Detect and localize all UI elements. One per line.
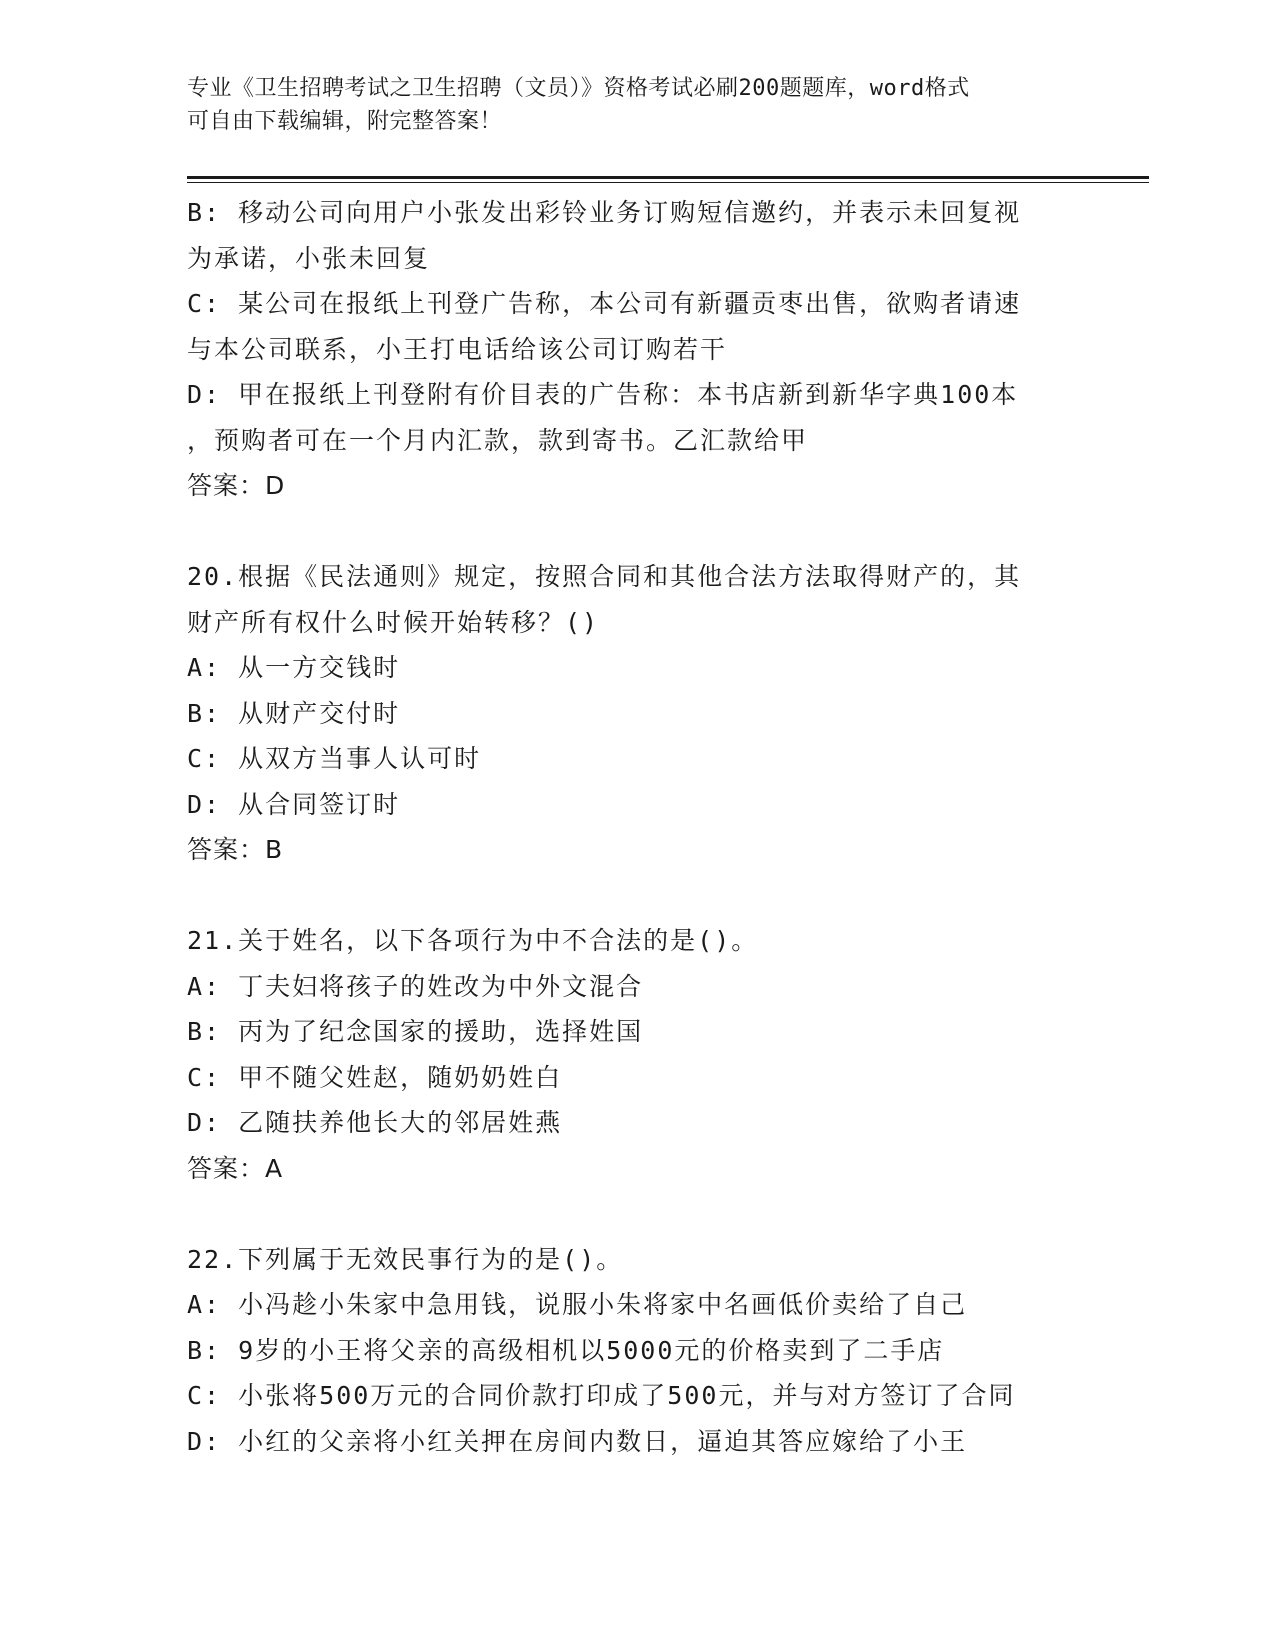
option-d: D: 从合同签订时 — [187, 789, 401, 819]
option-c-line-2: 与本公司联系，小王打电话给该公司订购若干 — [187, 334, 728, 364]
option-c-line-1: C: 某公司在报纸上刊登广告称，本公司有新疆贡枣出售，欲购者请速 — [187, 289, 1022, 318]
question-22 — [187, 1237, 1087, 1465]
option-a: A: 丁夫妇将孩子的姓改为中外文混合 — [187, 971, 644, 1001]
option-a: A: 小冯趁小朱家中急用钱，说服小朱将家中名画低价卖给了自己 — [187, 1290, 968, 1319]
header-title-line-2: 可自由下载编辑，附完整答案！ — [187, 109, 503, 134]
option-b: B: 丙为了纪念国家的援助，选择姓国 — [187, 1017, 644, 1046]
document-header — [187, 72, 1067, 138]
option-b-line-1: B: 移动公司向用户小张发出彩铃业务订购短信邀约，并表示未回复视 — [187, 198, 1022, 227]
option-b-line-2: 为承诺，小张未回复 — [187, 243, 431, 273]
question-19-continued — [187, 190, 1087, 509]
spacer — [187, 509, 1087, 555]
answer-label: 答案：A — [187, 1153, 284, 1183]
answer-label: 答案：B — [187, 835, 284, 864]
answer-label: 答案：D — [187, 471, 286, 500]
option-c: C: 从双方当事人认可时 — [187, 744, 482, 773]
option-d: D: 小红的父亲将小红关押在房间内数日，逼迫其答应嫁给了小王 — [187, 1426, 968, 1456]
option-c: C: 甲不随父姓赵，随奶奶姓白 — [187, 1062, 563, 1092]
question-text-line-1: 22.下列属于无效民事行为的是()。 — [187, 1244, 624, 1274]
question-text-line-1: 21.关于姓名，以下各项行为中不合法的是()。 — [187, 926, 759, 955]
option-b: B: 9岁的小王将父亲的高级相机以5000元的价格卖到了二手店 — [187, 1335, 945, 1365]
question-21 — [187, 918, 1087, 1191]
option-d-line-2: ，预购者可在一个月内汇款，款到寄书。乙汇款给甲 — [187, 425, 809, 455]
option-d-line-1: D: 甲在报纸上刊登附有价目表的广告称：本书店新到新华字典100本 — [187, 380, 1019, 409]
question-20 — [187, 554, 1087, 873]
header-divider-thin — [187, 182, 1149, 183]
option-d: D: 乙随扶养他长大的邻居姓燕 — [187, 1108, 563, 1137]
option-b: B: 从财产交付时 — [187, 698, 401, 728]
option-c: C: 小张将500万元的合同价款打印成了500元，并与对方签订了合同 — [187, 1381, 1016, 1410]
spacer — [187, 873, 1087, 919]
option-a: A: 从一方交钱时 — [187, 653, 401, 682]
question-list — [187, 190, 1087, 1464]
question-text-line-1: 20.根据《民法通则》规定，按照合同和其他合法方法取得财产的，其 — [187, 562, 1022, 591]
question-text-line-2: 财产所有权什么时候开始转移？() — [187, 607, 600, 637]
header-title-line-1: 专业《卫生招聘考试之卫生招聘（文员）》资格考试必刷200题题库，word格式 — [187, 76, 970, 101]
header-divider-thick — [187, 176, 1149, 179]
spacer — [187, 1191, 1087, 1237]
